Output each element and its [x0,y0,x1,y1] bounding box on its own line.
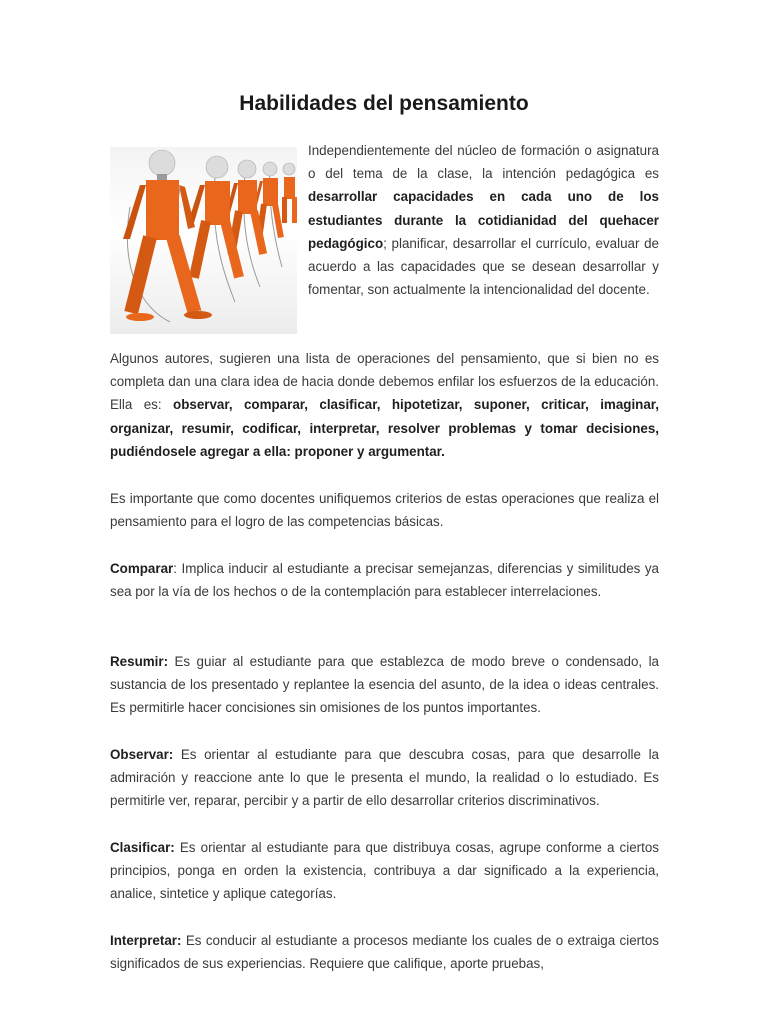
resumir-term: Resumir: [110,654,169,669]
orange-figures-illustration [110,147,297,334]
page-title: Habilidades del pensamiento [239,92,529,115]
operations-text: Algunos autores, sugieren una lista de operaciones del pensamiento, que si bien no es completa dan una clara idea de hacia donde debemos enfilar los esfuerzos de la educación. Ella es: [110,351,659,413]
intro-bold-text: desarrollar capacidades en cada uno de los estudiantes durante la cotidianidad del quehacer pedagógico [308,189,659,251]
resumir-text: Es guiar al estudiante para que establezca de modo breve o condensado, la sustancia de los presentado y replantee la esencia del asunto, de la idea o ideas centrales. Es permitirle hacer concisiones sin omisiones de los puntos importantes. [110,654,659,716]
clasificar-paragraph [110,836,659,906]
operations-list: observar, comparar, clasificar, hipotetizar, suponer, criticar, imaginar, organizar, resumir, codificar, interpretar, resolver problemas y tomar decisiones, pudiéndosele agregar a ella: proponer y argumentar. [110,397,659,459]
operations-paragraph [110,347,659,463]
observar-paragraph [110,743,659,813]
observar-text: Es orientar al estudiante para que descubra cosas, para que desarrolle la admiración y reaccione ante lo que le presenta el mundo, la realidad o lo estudiado. Es permitirle ver, reparar, percibir y a partir de ello desarrollar criterios discriminativos. [110,747,659,809]
comparar-text: : Implica inducir al estudiante a precisar semejanzas, diferencias y similitudes ya sea por la vía de los hechos o de la contemplación para establecer interrelaciones. [110,561,659,600]
criteria-paragraph [110,487,659,533]
intro-paragraph [308,139,659,301]
interpretar-paragraph [110,929,659,975]
orange-figures-image [110,147,297,334]
observar-term: Observar: [110,747,174,762]
interpretar-term: Interpretar: [110,933,182,948]
interpretar-text: Es conducir al estudiante a procesos mediante los cuales de o extraiga ciertos significados de sus experiencias. Requiere que califique, aporte pruebas, [110,933,659,972]
intro-text-2: ; planificar, desarrollar el currículo, evaluar de acuerdo a las capacidades que se desean desarrollar y fomentar, son actualmente la intencionalidad del docente. [308,235,659,298]
criteria-text: Es importante que como docentes unifiquemos criterios de estas operaciones que realiza el pensamiento para el logro de las competencias básicas. [110,491,659,530]
clasificar-text: Es orientar al estudiante para que distribuya cosas, agrupe conforme a ciertos principios, ponga en orden la existencia, contribuya a dar significado a la experiencia, analice, sintetice y aplique categorías. [110,840,659,902]
comparar-paragraph [110,557,659,603]
figure-5 [282,163,297,223]
comparar-term: Comparar [110,561,174,576]
resumir-paragraph [110,650,659,720]
clasificar-term: Clasificar: [110,840,175,855]
intro-text-1: Independientemente del núcleo de formación o asignatura o del tema de la clase, la intención pedagógica es [308,143,659,182]
